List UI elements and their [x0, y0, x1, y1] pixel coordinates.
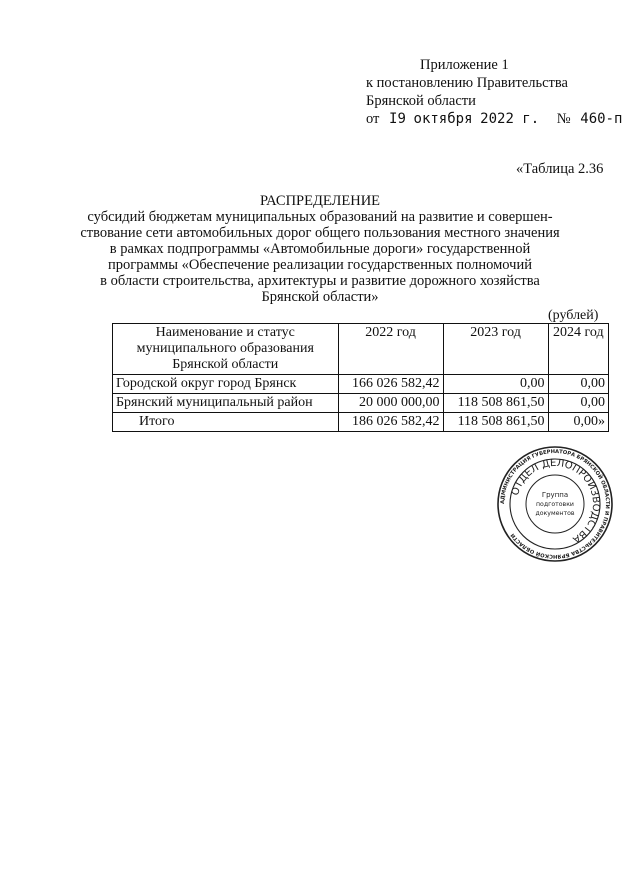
resolution-label: к постановлению Правительства: [366, 75, 568, 91]
date-prefix: от: [366, 111, 380, 127]
document-heading: РАСПРЕДЕЛЕНИЕ: [259, 193, 381, 209]
stamp-center-line: подготовки: [536, 501, 574, 508]
header-2023: 2023 год: [443, 324, 548, 375]
row-name: Городской округ город Брянск: [113, 375, 339, 394]
title-line: субсидий бюджетам муниципальных образований на развитие и совершен-: [87, 209, 553, 225]
header-name: Наименование и статус муниципального образования Брянской области: [113, 324, 339, 375]
stamp-center-line: документов: [535, 510, 575, 517]
table-row: [113, 394, 609, 413]
total-label: Итого: [113, 413, 339, 432]
stamp-outer-text: АДМИНИСТРАЦИЯ ГУБЕРНАТОРА БРЯНСКОЙ ОБЛАСТИ И ПРАВИТЕЛЬСТВА БРЯНСКОЙ ОБЛАСТИ: [499, 448, 611, 560]
units-label: (рублей): [548, 308, 599, 323]
title-line: программы «Обеспечение реализации государственных полномочий: [108, 257, 532, 273]
table-row: [113, 375, 609, 394]
row-2023: 0,00: [443, 375, 548, 394]
resolution-date: [366, 111, 622, 128]
table-header-row: [113, 324, 609, 375]
office-stamp: [496, 445, 614, 563]
row-2023: 118 508 861,50: [443, 394, 548, 413]
region-label: Брянской области: [366, 93, 476, 109]
title-line: Брянской области»: [261, 289, 379, 305]
subsidy-table: [112, 323, 609, 432]
total-2022: 186 026 582,42: [338, 413, 443, 432]
title-line: ствование сети автомобильных дорог общего пользования местного значения: [80, 225, 560, 241]
total-2024: 0,00»: [548, 413, 608, 432]
row-2024: 0,00: [548, 375, 608, 394]
total-2023: 118 508 861,50: [443, 413, 548, 432]
table-total-row: [113, 413, 609, 432]
date-month: октября: [413, 111, 473, 127]
title-line: в области строительства, архитектуры и развитие дорожного хозяйства: [100, 273, 540, 289]
row-2022: 166 026 582,42: [338, 375, 443, 394]
header-2024: 2024 год: [548, 324, 608, 375]
number-sign: №: [556, 111, 571, 127]
date-year: 2022 г.: [480, 111, 540, 127]
row-2022: 20 000 000,00: [338, 394, 443, 413]
title-line: в рамках подпрограммы «Автомобильные дороги» государственной: [109, 241, 531, 257]
row-name: Брянский муниципальный район: [113, 394, 339, 413]
appendix-label: Приложение 1: [420, 57, 509, 73]
date-day: I9: [389, 111, 406, 127]
stamp-center-line: Группа: [541, 491, 569, 499]
table-reference: «Таблица 2.36: [516, 161, 604, 177]
row-2024: 0,00: [548, 394, 608, 413]
header-2022: 2022 год: [338, 324, 443, 375]
resolution-number: 460-п: [580, 111, 623, 127]
stamp-inner-text: ОТДЕЛ ДЕЛОПРОИЗВОДСТВА: [510, 457, 602, 545]
